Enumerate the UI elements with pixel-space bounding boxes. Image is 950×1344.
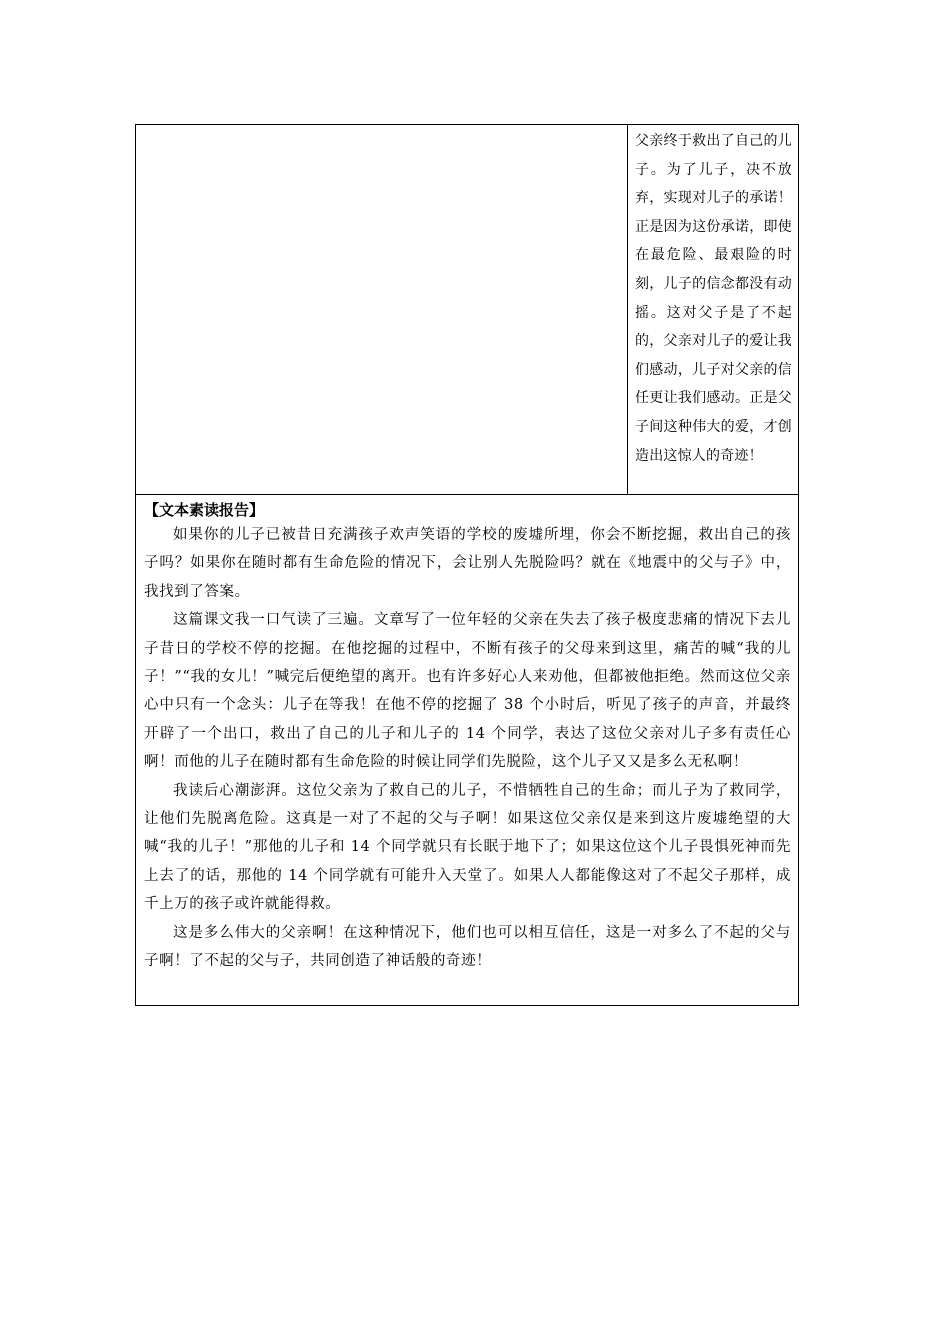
document-table	[135, 124, 799, 1006]
report-cell	[136, 495, 798, 1005]
report-title: 【文本素读报告】	[144, 501, 265, 519]
empty-left-cell	[136, 125, 628, 494]
summary-cell	[628, 125, 798, 494]
report-paragraph: 我读后心潮澎湃。这位父亲为了救自己的儿子，不惜牺牲自己的生命；而儿子为了救同学，让他们先脱离危险。这真是一对了不起的父与子啊！如果这位父亲仅是来到这片废墟绝望的大喊“我的儿子！”那他的儿子和 14 个同学就只有长眠于地下了；如果这位这个儿子畏惧死神而先上去了的话，那他的 14 个同学就有可能升入天堂了。如果人人都能像这对了不起父子那样，成千上万的孩子或许就能得救。	[144, 782, 791, 913]
summary-text: 父亲终于救出了自己的儿子。为了儿子，决不放弃，实现对儿子的承诺！正是因为这份承诺，即使在最危险、最艰险的时刻，儿子的信念都没有动摇。这对父子是了不起的，父亲对儿子的爱让我们感动，儿子对父亲的信任更让我们感动。正是父子间这种伟大的爱，才创造出这惊人的奇迹！	[635, 133, 792, 464]
report-paragraph: 如果你的儿子已被昔日充满孩子欢声笑语的学校的废墟所埋，你会不断挖掘，救出自己的孩子吗？如果你在随时都有生命危险的情况下，会让别人先脱险吗？就在《地震中的父与子》中，我找到了答案。	[144, 527, 791, 600]
report-paragraph: 这篇课文我一口气读了三遍。文章写了一位年轻的父亲在失去了孩子极度悲痛的情况下去儿子昔日的学校不停的挖掘。在他挖掘的过程中，不断有孩子的父母来到这里，痛苦的喊“我的儿子！”“我的女儿！”喊完后便绝望的离开。也有许多好心人来劝他，但都被他拒绝。然而这位父亲心中只有一个念头：儿子在等我！在他不停的挖掘了 38 个小时后，听见了孩子的声音，并最终开辟了一个出口，救出了自己的儿子和儿子的 14 个同学，表达了这位父亲对儿子多有责任心啊！而他的儿子在随时都有生命危险的时候让同学们先脱险，这个儿子又又是多么无私啊！	[144, 612, 791, 771]
report-paragraph: 这是多么伟大的父亲啊！在这种情况下，他们也可以相互信任，这是一对多么了不起的父与子啊！了不起的父与子，共同创造了神话般的奇迹！	[144, 924, 791, 970]
